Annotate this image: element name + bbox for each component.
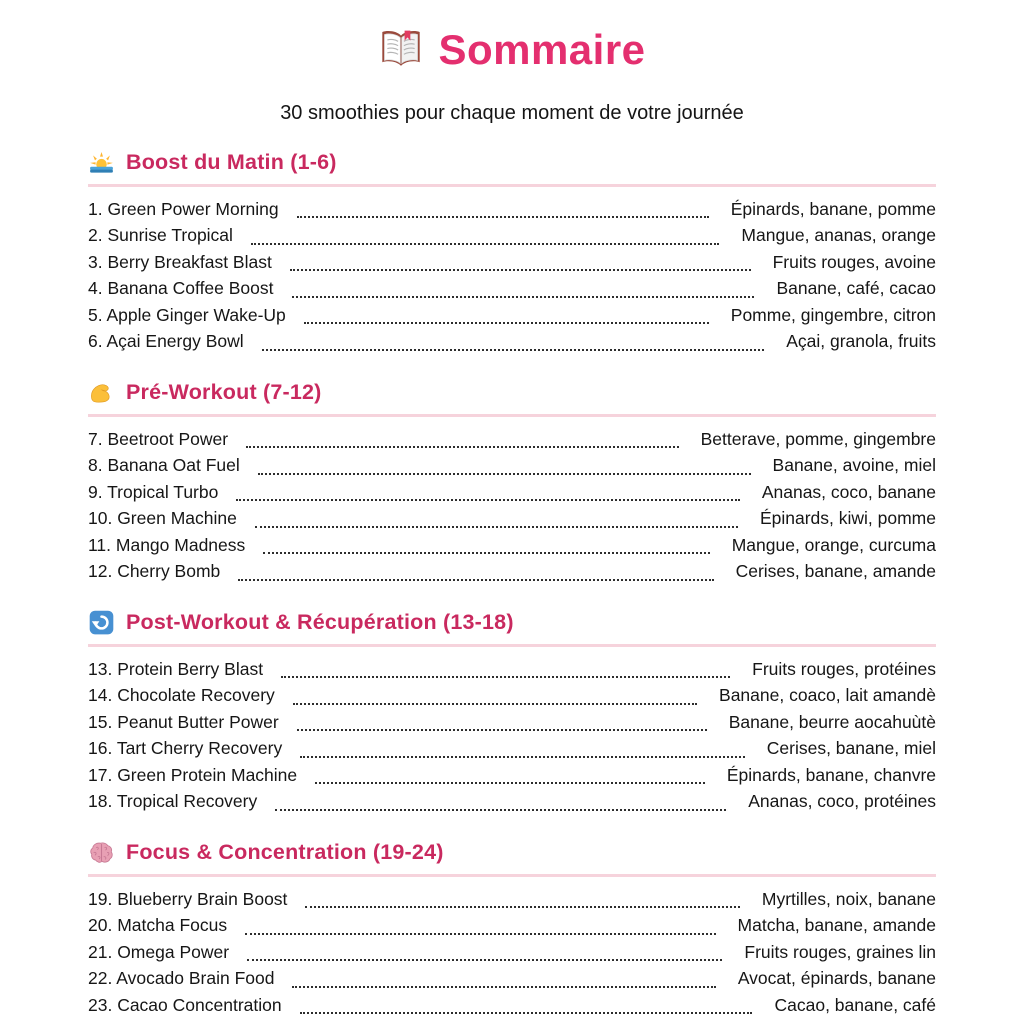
sunrise-icon [88,149,115,176]
item-ingredients: Mangue, orange, curcuma [731,534,936,555]
toc-row [88,329,936,356]
item-ingredients: Banane, beurre aocahuùtè [728,711,936,732]
item-ingredients: Épinards, banane, pomme [730,198,936,219]
item-name: 5. Apple Ginger Wake-Up [88,304,286,325]
toc-row [88,453,936,480]
item-name: 11. Mango Madness [88,534,246,555]
dotted-leader [251,243,719,245]
item-ingredients: Cerises, banane, amande [735,561,936,582]
item-ingredients: Fruits rouges, avoine [772,251,936,272]
item-ingredients: Matcha, banane, amande [737,915,936,936]
toc-row [88,223,936,250]
item-name: 18. Tropical Recovery [88,791,258,812]
toc-row [88,276,936,303]
dotted-leader [281,676,730,678]
dotted-leader [315,782,705,784]
dotted-leader [247,959,722,961]
toc-row [88,532,936,559]
item-name: 4. Banana Coffee Boost [88,278,274,299]
toc-row [88,736,936,763]
toc-row [88,913,936,940]
section-header [88,379,936,417]
toc-row [88,506,936,533]
item-name: 3. Berry Breakfast Blast [88,251,272,272]
dotted-leader [297,216,709,218]
item-ingredients: Ananas, coco, protéines [748,791,936,812]
item-ingredients: Açai, granola, fruits [786,331,936,352]
item-name: 21. Omega Power [88,941,230,962]
section-items [88,656,936,815]
item-ingredients: Mangue, ananas, orange [741,225,936,246]
dotted-leader [263,552,709,554]
toc-row [88,249,936,276]
item-name: 8. Banana Oat Fuel [88,455,240,476]
item-name: 10. Green Machine [88,508,237,529]
dotted-leader [245,933,715,935]
toc-row [88,426,936,453]
item-name: 12. Cherry Bomb [88,561,221,582]
toc-row [88,789,936,816]
item-name: 14. Chocolate Recovery [88,685,275,706]
toc-row [88,886,936,913]
item-ingredients: Cerises, banane, miel [766,738,936,759]
item-name: 22. Avocado Brain Food [88,968,275,989]
item-ingredients: Fruits rouges, graines lin [744,941,936,962]
section-items [88,886,936,1019]
dotted-leader [290,269,751,271]
toc-row [88,992,936,1019]
dotted-leader [255,526,738,528]
dotted-leader [305,906,739,908]
item-name: 19. Blueberry Brain Boost [88,888,288,909]
item-name: 1. Green Power Morning [88,198,279,219]
item-ingredients: Pomme, gingembre, citron [730,304,936,325]
open-book-icon [378,27,424,73]
section-items [88,196,936,355]
toc-section [88,149,936,355]
toc-row [88,683,936,710]
item-ingredients: Avocat, épinards, banane [737,968,936,989]
dotted-leader [292,986,715,988]
toc-section [88,839,936,1019]
item-name: 23. Cacao Concentration [88,994,282,1015]
item-ingredients: Fruits rouges, protéines [752,658,936,679]
dotted-leader [304,322,709,324]
page-title-row [88,26,936,74]
toc-row [88,762,936,789]
section-header [88,839,936,877]
item-name: 15. Peanut Butter Power [88,711,279,732]
dotted-leader [275,809,726,811]
dotted-leader [300,1012,753,1014]
item-name: 16. Tart Cherry Recovery [88,738,283,759]
dotted-leader [292,296,755,298]
toc-section [88,609,936,815]
toc-row [88,656,936,683]
item-ingredients: Myrtilles, noix, banane [761,888,936,909]
toc-row [88,196,936,223]
dotted-leader [246,446,679,448]
section-title: Pré-Workout (7-12) [126,380,322,404]
dotted-leader [300,756,745,758]
item-ingredients: Banane, coaco, lait amandè [719,685,936,706]
toc-row [88,479,936,506]
toc-row [88,966,936,993]
toc-row [88,709,936,736]
toc-row [88,939,936,966]
dotted-leader [262,349,765,351]
dotted-leader [293,703,697,705]
item-ingredients: Épinards, banane, chanvre [726,764,936,785]
item-name: 17. Green Protein Machine [88,764,298,785]
section-header [88,149,936,187]
dotted-leader [236,499,739,501]
item-name: 6. Açai Energy Bowl [88,331,244,352]
page-subtitle: 30 smoothies pour chaque moment de votre journée [280,102,744,124]
page-title: Sommaire [438,26,646,73]
section-title: Boost du Matin (1-6) [126,150,337,174]
dotted-leader [258,473,751,475]
section-items [88,426,936,585]
section-title: Focus & Concentration (19-24) [126,840,444,864]
arrows-icon [88,609,115,636]
item-name: 20. Matcha Focus [88,915,228,936]
item-name: 7. Beetroot Power [88,428,229,449]
item-ingredients: Ananas, coco, banane [761,481,936,502]
section-title: Post-Workout & Récupération (13-18) [126,610,514,634]
item-name: 9. Tropical Turbo [88,481,219,502]
toc-sections [88,149,936,1019]
item-ingredients: Banane, avoine, miel [772,455,936,476]
item-ingredients: Épinards, kiwi, pomme [759,508,936,529]
item-name: 13. Protein Berry Blast [88,658,264,679]
biceps-icon [88,379,115,406]
toc-section [88,379,936,585]
section-header [88,609,936,647]
item-ingredients: Banane, café, cacao [776,278,936,299]
item-ingredients: Betterave, pomme, gingembre [700,428,936,449]
toc-row [88,559,936,586]
item-name: 2. Sunrise Tropical [88,225,233,246]
toc-row [88,302,936,329]
brain-icon [88,839,115,866]
dotted-leader [238,579,713,581]
item-ingredients: Cacao, banane, café [774,994,936,1015]
dotted-leader [297,729,707,731]
